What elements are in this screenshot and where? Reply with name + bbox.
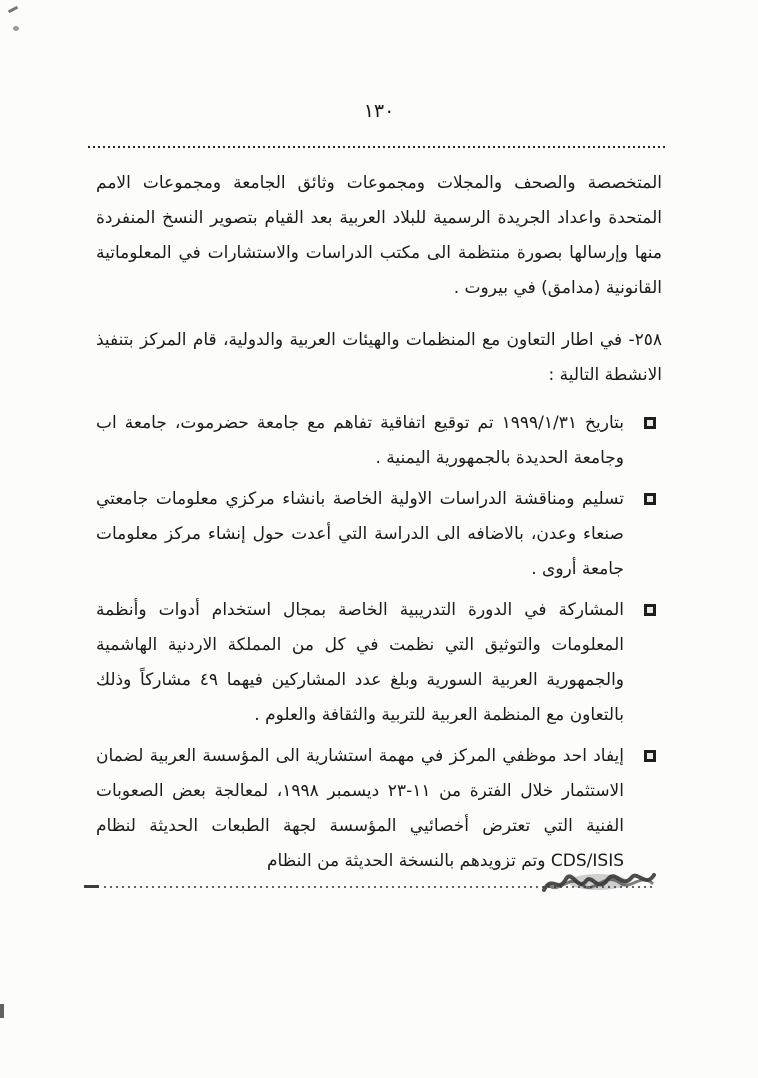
- footer-dash: [84, 885, 99, 888]
- numbered-item-258: [96, 323, 662, 393]
- bullet-list: [96, 406, 662, 879]
- square-bullet-icon: [644, 493, 656, 505]
- square-bullet-icon: [644, 604, 656, 616]
- square-bullet-icon: [644, 750, 656, 762]
- bullet-item: [96, 739, 662, 879]
- intro-paragraph: المتخصصة والصحف والمجلات ومجموعات وثائق الجامعة ومجموعات الامم المتحدة واعداد الجريدة الرسمية للبلاد العربية بعد القيام بتصوير النسخ المنفردة منها وإرسالها بصورة منتظمة الى مكتب الدراسات والاستشارات في المعلوماتية القانونية (مدامق) في بيروت .: [96, 173, 662, 298]
- scan-artifact: [13, 26, 19, 31]
- bullet-text: بتاريخ ١٩٩٩/١/٣١ تم توقيع اتفاقية تفاهم مع جامعة حضرموت، جامعة اب وجامعة الحديدة بالجمهورية اليمنية .: [96, 413, 624, 468]
- header-dotted-rule: [88, 146, 666, 148]
- bullet-text: إيفاد احد موظفي المركز في مهمة استشارية الى المؤسسة العربية لضمان الاستثمار خلال الفترة من ١١-٢٣ ديسمبر ١٩٩٨، لمعالجة بعض الصعوبات الفنية التي تعترض أخصائيي المؤسسة لجهة الطبعات الحديثة لنظام CDS/ISIS وتم تزويدهم بالنسخة الحديثة من النظام: [96, 746, 624, 871]
- item-number: ٢٥٨-: [628, 330, 663, 350]
- bullet-item: [96, 406, 662, 476]
- item-text: في اطار التعاون مع المنظمات والهيئات العربية والدولية، قام المركز بتنفيذ الانشطة التالية :: [96, 330, 662, 385]
- bullet-text: المشاركة في الدورة التدريبية الخاصة بمجال استخدام أدوات وأنظمة المعلومات والتوثيق التي نظمت في كل من المملكة الاردنية الهاشمية والجمهورية العربية السورية وبلغ عدد المشاركين فيهما ٤٩ مشاركاً وذلك بالتعاون مع المنظمة العربية للتربية والثقافة والعلوم .: [96, 600, 625, 725]
- square-bullet-icon: [644, 417, 656, 429]
- scan-artifact: [8, 6, 18, 13]
- bullet-item: [96, 593, 662, 733]
- page-number: ١٣٠: [363, 100, 395, 122]
- bullet-item: [96, 482, 662, 587]
- scan-artifact: [0, 1004, 4, 1018]
- bullet-text: تسليم ومناقشة الدراسات الاولية الخاصة بانشاء مركزي معلومات جامعتي صنعاء وعدن، بالاضافه الى الدراسة التي أعدت حول إنشاء مركز معلومات جامعة أروى .: [96, 489, 624, 579]
- document-body: [96, 166, 662, 879]
- handwritten-scribble: [538, 864, 660, 900]
